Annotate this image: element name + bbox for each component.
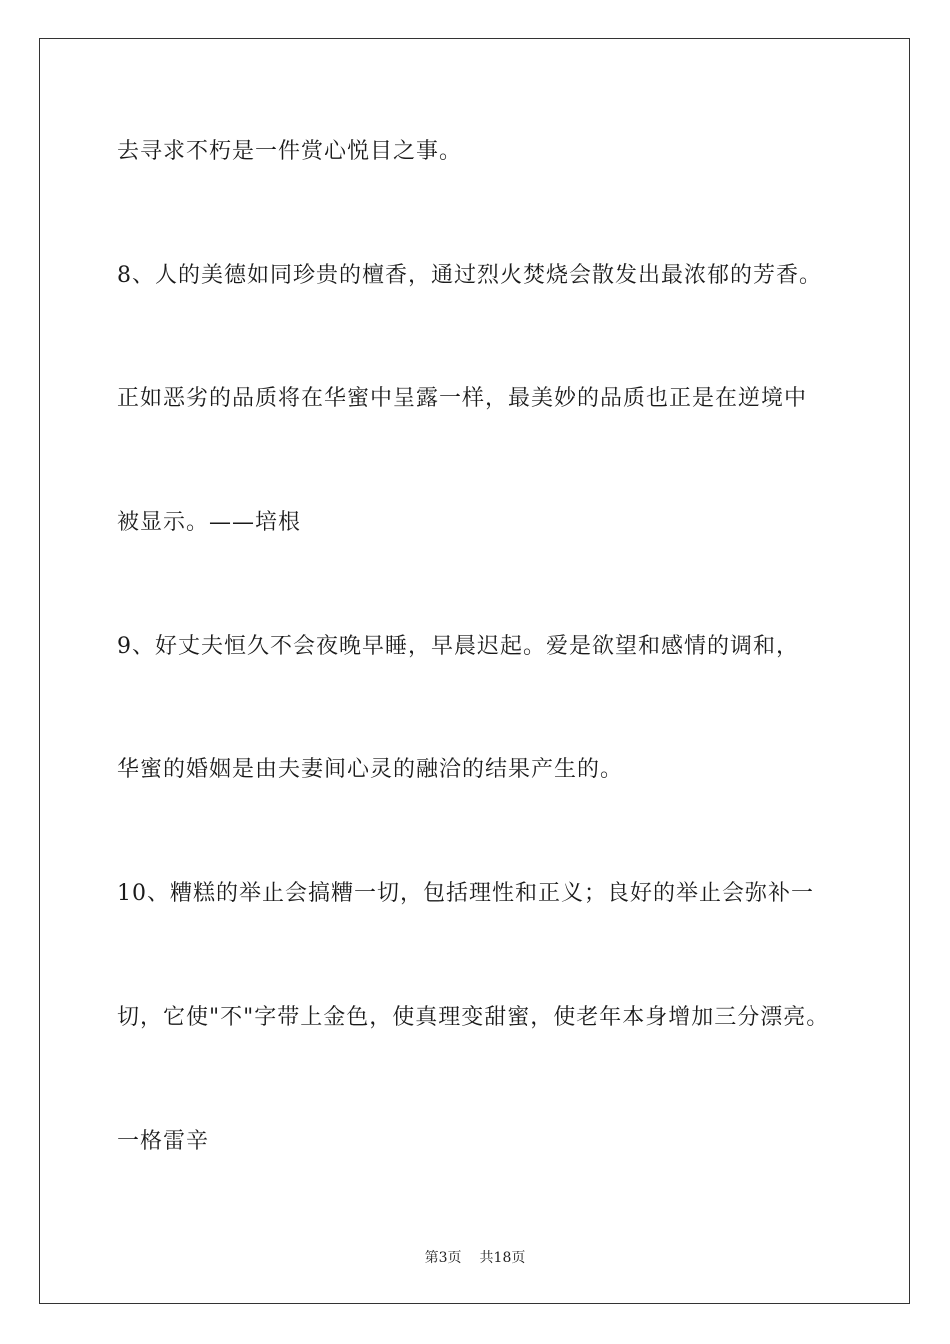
page-footer	[0, 1249, 950, 1267]
text-line-6: 华蜜的婚姻是由夫妻间心灵的融洽的结果产生的。	[117, 757, 624, 782]
page-number: 第3页	[424, 1250, 462, 1266]
text-line-8: 切，它使"不"字带上金色，使真理变甜蜜，使老年本身增加三分漂亮。	[117, 1005, 830, 1030]
text-line-1: 去寻求不朽是一件赏心悦目之事。	[117, 139, 463, 164]
text-line-4: 被显示。——培根	[117, 510, 302, 535]
text-line-2: 8、人的美德如同珍贵的檀香，通过烈火焚烧会散发出最浓郁的芳香。	[117, 263, 822, 288]
page-border	[39, 38, 910, 1304]
text-line-7: 10、糟糕的举止会搞糟一切，包括理性和正义；良好的举止会弥补一	[117, 881, 814, 906]
text-line-3: 正如恶劣的品质将在华蜜中呈露一样，最美妙的品质也正是在逆境中	[117, 386, 808, 411]
page-total: 共18页	[479, 1250, 526, 1266]
text-line-9: 一格雷辛	[117, 1129, 210, 1154]
text-line-5: 9、好丈夫恒久不会夜晚早睡，早晨迟起。爱是欲望和感情的调和，	[117, 634, 799, 659]
